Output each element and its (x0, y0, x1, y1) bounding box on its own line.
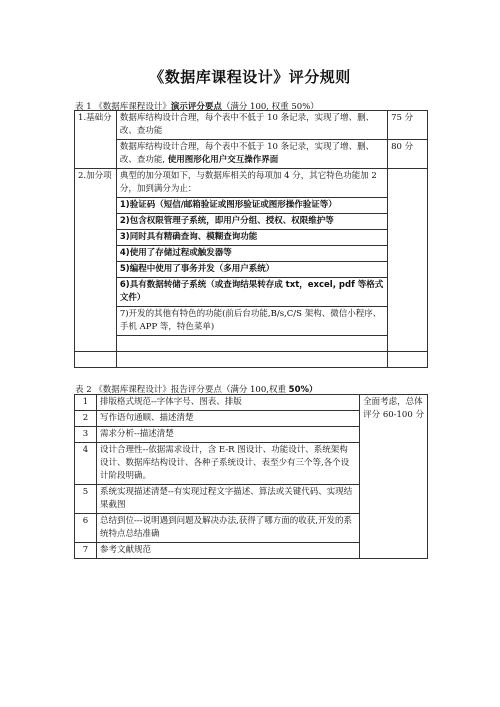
bonus-label: 2.加分项 (75, 169, 117, 352)
table-row (75, 169, 428, 198)
table-row: 2 写作语句通顺、描述清楚 (75, 411, 428, 427)
basic-score-label: 1.基础分 (75, 111, 117, 169)
table2-caption: 表 2 《数据库课程设计》报告评分要点（满分 100,权重 50%） (75, 385, 318, 395)
table1-caption: 表 1 《数据库课程设计》演示评分要点（满分 100, 权重 50%） (75, 102, 319, 112)
table-row: 1 排版格式规范--字体字号、图表、排版 全面考虑，总体评分 60-100 分 (75, 395, 428, 411)
table-row (75, 352, 428, 368)
table-row: 6 总结到位---说明遇到问题及解决办法,获得了哪方面的收获,开发的系统特点总结准确 (75, 514, 428, 543)
report-scoring-table (74, 394, 428, 559)
bonus-item: 6)具有数据转储子系统（或查询结果转存成 txt，excel, pdf 等格式文件） (116, 278, 387, 307)
page-title: 《数据库课程设计》评分规则 (149, 68, 351, 86)
bonus-item: 3)同时具有精确查询、模糊查询功能 (116, 230, 387, 246)
basic-criterion: 数据库结构设计合理，每个表中不低于 10 条记录，实现了增、删、改、查功能 (116, 111, 387, 140)
table-row: 3 需求分析--描述清楚 (75, 427, 428, 443)
table-row: 5 系统实现描述清楚--有实现过程文字描述、算法或关键代码、实现结果截图 (75, 485, 428, 514)
bonus-item: 2)包含权限管理子系统，即用户分组、授权、权限维护等 (116, 214, 387, 230)
table-row (75, 111, 428, 140)
bonus-item: 5)编程中使用了事务并发（多用户系统） (116, 262, 387, 278)
score-cell: 80 分 (388, 140, 428, 169)
overall-note: 全面考虑，总体评分 60-100 分 (360, 395, 428, 559)
bonus-intro: 典型的加分项如下，与数据库相关的每项加 4 分，其它特色功能加 2 分，加到满分为止： (116, 169, 387, 198)
table-row: 4 设计合理性--依据需求设计，含 E-R 图设计、功能设计、系统架构设计、数据库结构设计、各种子系统设计、表至少有三个等,各个设计阶段明确。 (75, 443, 428, 485)
bonus-item: 4)使用了存储过程或触发器等 (116, 246, 387, 262)
basic-criterion: 数据库结构设计合理，每个表中不低于 10 条记录，实现了增、删、改、查功能, 使用图形化用户交互操作界面 (116, 140, 387, 169)
demo-scoring-table (74, 110, 428, 368)
score-cell: 75 分 (388, 111, 428, 140)
bonus-item: 7)开发的其他有特色的功能(前后台功能,B/s,C/S 架构、微信小程序、手机 APP 等，特色菜单) (116, 307, 387, 336)
bonus-item: 1)验证码（短信/邮箱验证或图形验证或图形操作验证等） (116, 198, 387, 214)
table-row: 7 参考文献规范 (75, 543, 428, 559)
empty-cell (116, 336, 387, 352)
table-row (75, 140, 428, 169)
